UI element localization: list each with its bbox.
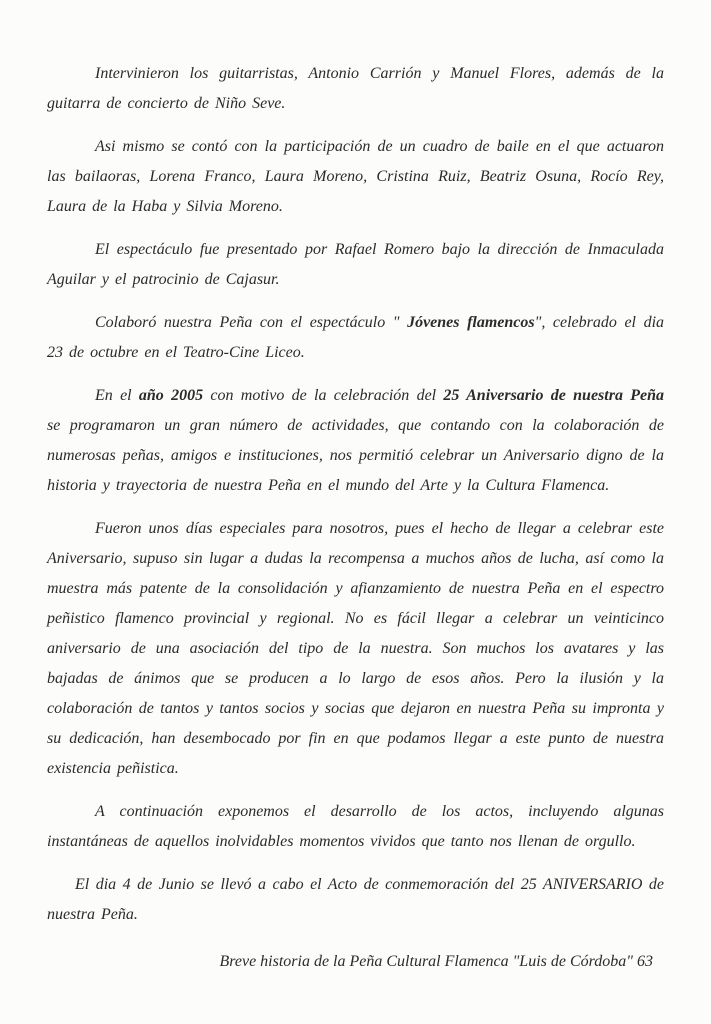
footer-page-number: 63: [637, 953, 653, 970]
paragraph: [47, 132, 664, 222]
bold-text-run: 25 Aniversario de nuestra Peña: [443, 387, 665, 404]
text-run: Fueron unos días especiales para nosotros, pues el hecho de llegar a celebrar este Aniversario, supuso sin lugar a dudas la recompensa a muchos años de lucha, así como la muestra más patente de la consolidación y afianzamiento de nuestra Peña en el espectro peñistico flamenco provincial y regional. No es fácil llegar a celebrar un veinticinco aniversario de una asociación del tipo de la nuestra. Son muchos los avatares y las bajadas de ánimos que se producen a lo largo de esos años. Pero la ilusión y la colaboración de tantos y tantos socios y socias que dejaron en nuestra Peña su impronta y su dedicación, han desembocado por fin en que podamos llegar a este punto de nuestra existencia peñistica.: [47, 520, 664, 777]
text-run: El espectáculo fue presentado por Rafael Romero bajo la dirección de Inmaculada Aguilar y el patrocinio de Cajasur.: [47, 241, 664, 288]
text-run: con motivo de la celebración del: [203, 387, 444, 404]
bold-text-run: año 2005: [138, 387, 204, 404]
bold-text-run: Jóvenes flamencos: [407, 314, 535, 331]
text-run: A continuación exponemos el desarrollo de los actos, incluyendo algunas instantáneas de aquellos inolvidables momentos vividos que tanto nos llenan de orgullo.: [47, 803, 664, 850]
paragraph: [47, 797, 664, 857]
footer-title: Breve historia de la Peña Cultural Flamenca "Luis de Córdoba": [219, 953, 633, 970]
paragraph: [47, 308, 664, 368]
text-run: se programaron un gran número de actividades, que contando con la colaboración de numerosas peñas, amigos e instituciones, nos permitió celebrar un Aniversario digno de la historia y trayectoria de nuestra Peña en el mundo del Arte y la Cultura Flamenca.: [47, 417, 664, 494]
paragraph: [47, 514, 664, 784]
text-run: Intervinieron los guitarristas, Antonio Carrión y Manuel Flores, además de la guitarra de concierto de Niño Seve.: [47, 65, 664, 112]
text-run: En el: [95, 387, 139, 404]
paragraph: [47, 235, 664, 295]
text-run: El dia 4 de Junio se llevó a cabo el Acto de conmemoración del 25 ANIVERSARIO de nuestra Peña.: [47, 876, 664, 923]
footer: [219, 949, 653, 975]
paragraph: [47, 870, 664, 930]
text-run: Asi mismo se contó con la participación de un cuadro de baile en el que actuaron las bailaoras, Lorena Franco, Laura Moreno, Cristina Ruiz, Beatriz Osuna, Rocío Rey, Laura de la Haba y Silvia Moreno.: [47, 138, 664, 215]
paragraph: [47, 381, 664, 501]
text-run: Colaboró nuestra Peña con el espectáculo ": [95, 314, 408, 331]
paragraph: [47, 59, 664, 119]
text-run: ", celebrado el dia 23 de octubre en el Teatro-Cine Liceo.: [47, 314, 665, 361]
document-body: [47, 59, 664, 943]
